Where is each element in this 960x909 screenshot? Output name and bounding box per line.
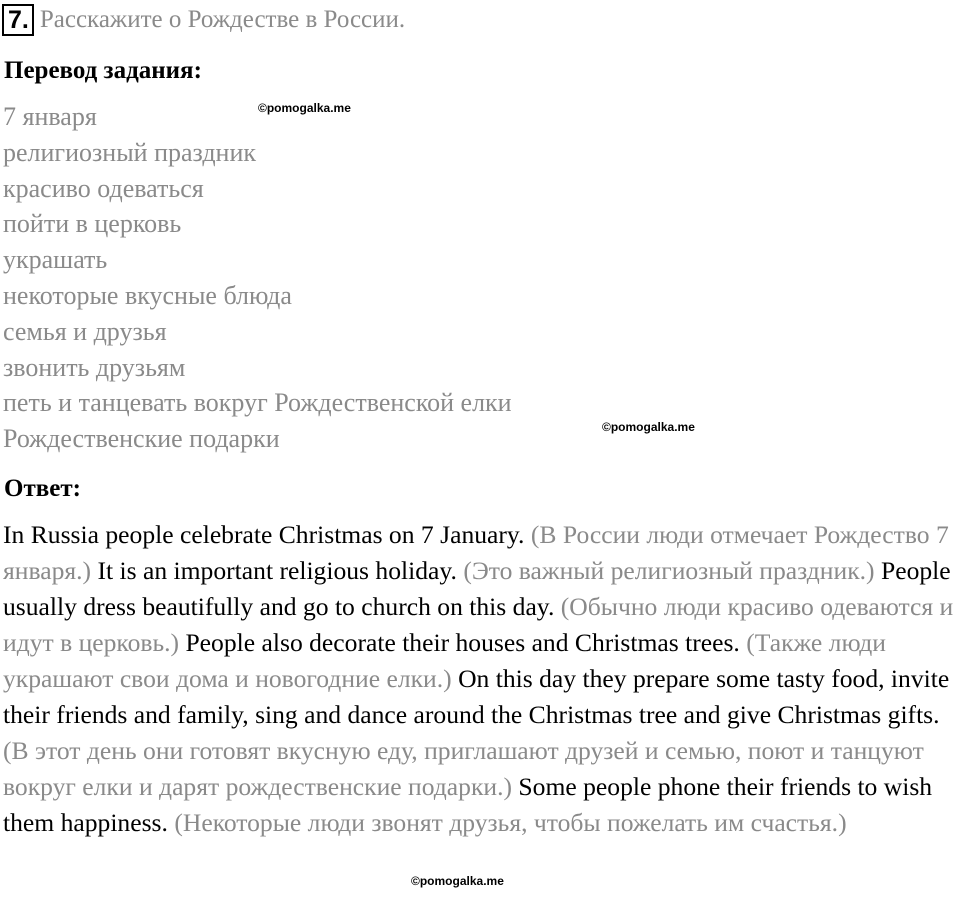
- vocabulary-item: красиво одеваться: [3, 173, 204, 203]
- answer-sentence-ru: (Некоторые люди звонят друзья, чтобы пожелать им счастья.): [174, 808, 847, 837]
- vocabulary-item: петь и танцевать вокруг Рождественской елки: [3, 388, 512, 418]
- answer-paragraph: [3, 517, 959, 841]
- answer-sentence-ru: (Также люди украшают свои дома и новогодние елки.): [3, 628, 886, 693]
- vocabulary-list: [3, 99, 512, 457]
- answer-sentence-en: On this day they prepare some tasty food, invite their friends and family, sing and dance around the Christmas tree and give Christmas gifts.: [3, 664, 950, 729]
- answer-sentence-ru: (В этот день они готовят вкусную еду, приглашают друзей и семью, поют и танцуют вокруг елки и дарят рождественские подарки.): [3, 736, 924, 801]
- task-prompt: Расскажите о Рождестве в России.: [39, 6, 406, 33]
- vocabulary-item: украшать: [3, 245, 108, 275]
- task-header: [2, 4, 405, 36]
- vocabulary-item: 7 января: [3, 102, 97, 131]
- vocabulary-item: семья и друзья: [3, 316, 167, 346]
- watermark: ©pomogalka.me: [258, 101, 351, 115]
- vocabulary-item: звонить друзьям: [3, 352, 186, 382]
- translation-heading: Перевод задания:: [4, 57, 202, 84]
- answer-sentence-en: It is an important religious holiday.: [97, 556, 457, 585]
- task-number: 7.: [2, 4, 34, 36]
- answer-sentence-en: In Russia people celebrate Christmas on 7 January.: [3, 520, 525, 549]
- answer-sentence-en: People usually dress beautifully and go to church on this day.: [3, 556, 951, 621]
- answer-sentence-en: People also decorate their houses and Christmas trees.: [185, 628, 740, 657]
- vocabulary-item: некоторые вкусные блюда: [3, 280, 292, 310]
- vocabulary-item: религиозный праздник: [3, 137, 257, 167]
- answer-sentence-ru: (В России люди отмечает Рождество 7 января.): [3, 520, 949, 585]
- answer-sentence-ru: (Это важный религиозный праздник.): [463, 556, 875, 585]
- answer-sentence-en: Some people phone their friends to wish them happiness.: [3, 772, 933, 837]
- watermark: ©pomogalka.me: [411, 874, 504, 888]
- vocabulary-item: пойти в церковь: [3, 209, 182, 239]
- answer-heading: Ответ:: [4, 475, 81, 502]
- watermark: ©pomogalka.me: [602, 420, 695, 434]
- vocabulary-item: Рождественские подарки: [3, 424, 280, 454]
- answer-sentence-ru: (Обычно люди красиво одеваются и идут в церковь.): [3, 592, 954, 657]
